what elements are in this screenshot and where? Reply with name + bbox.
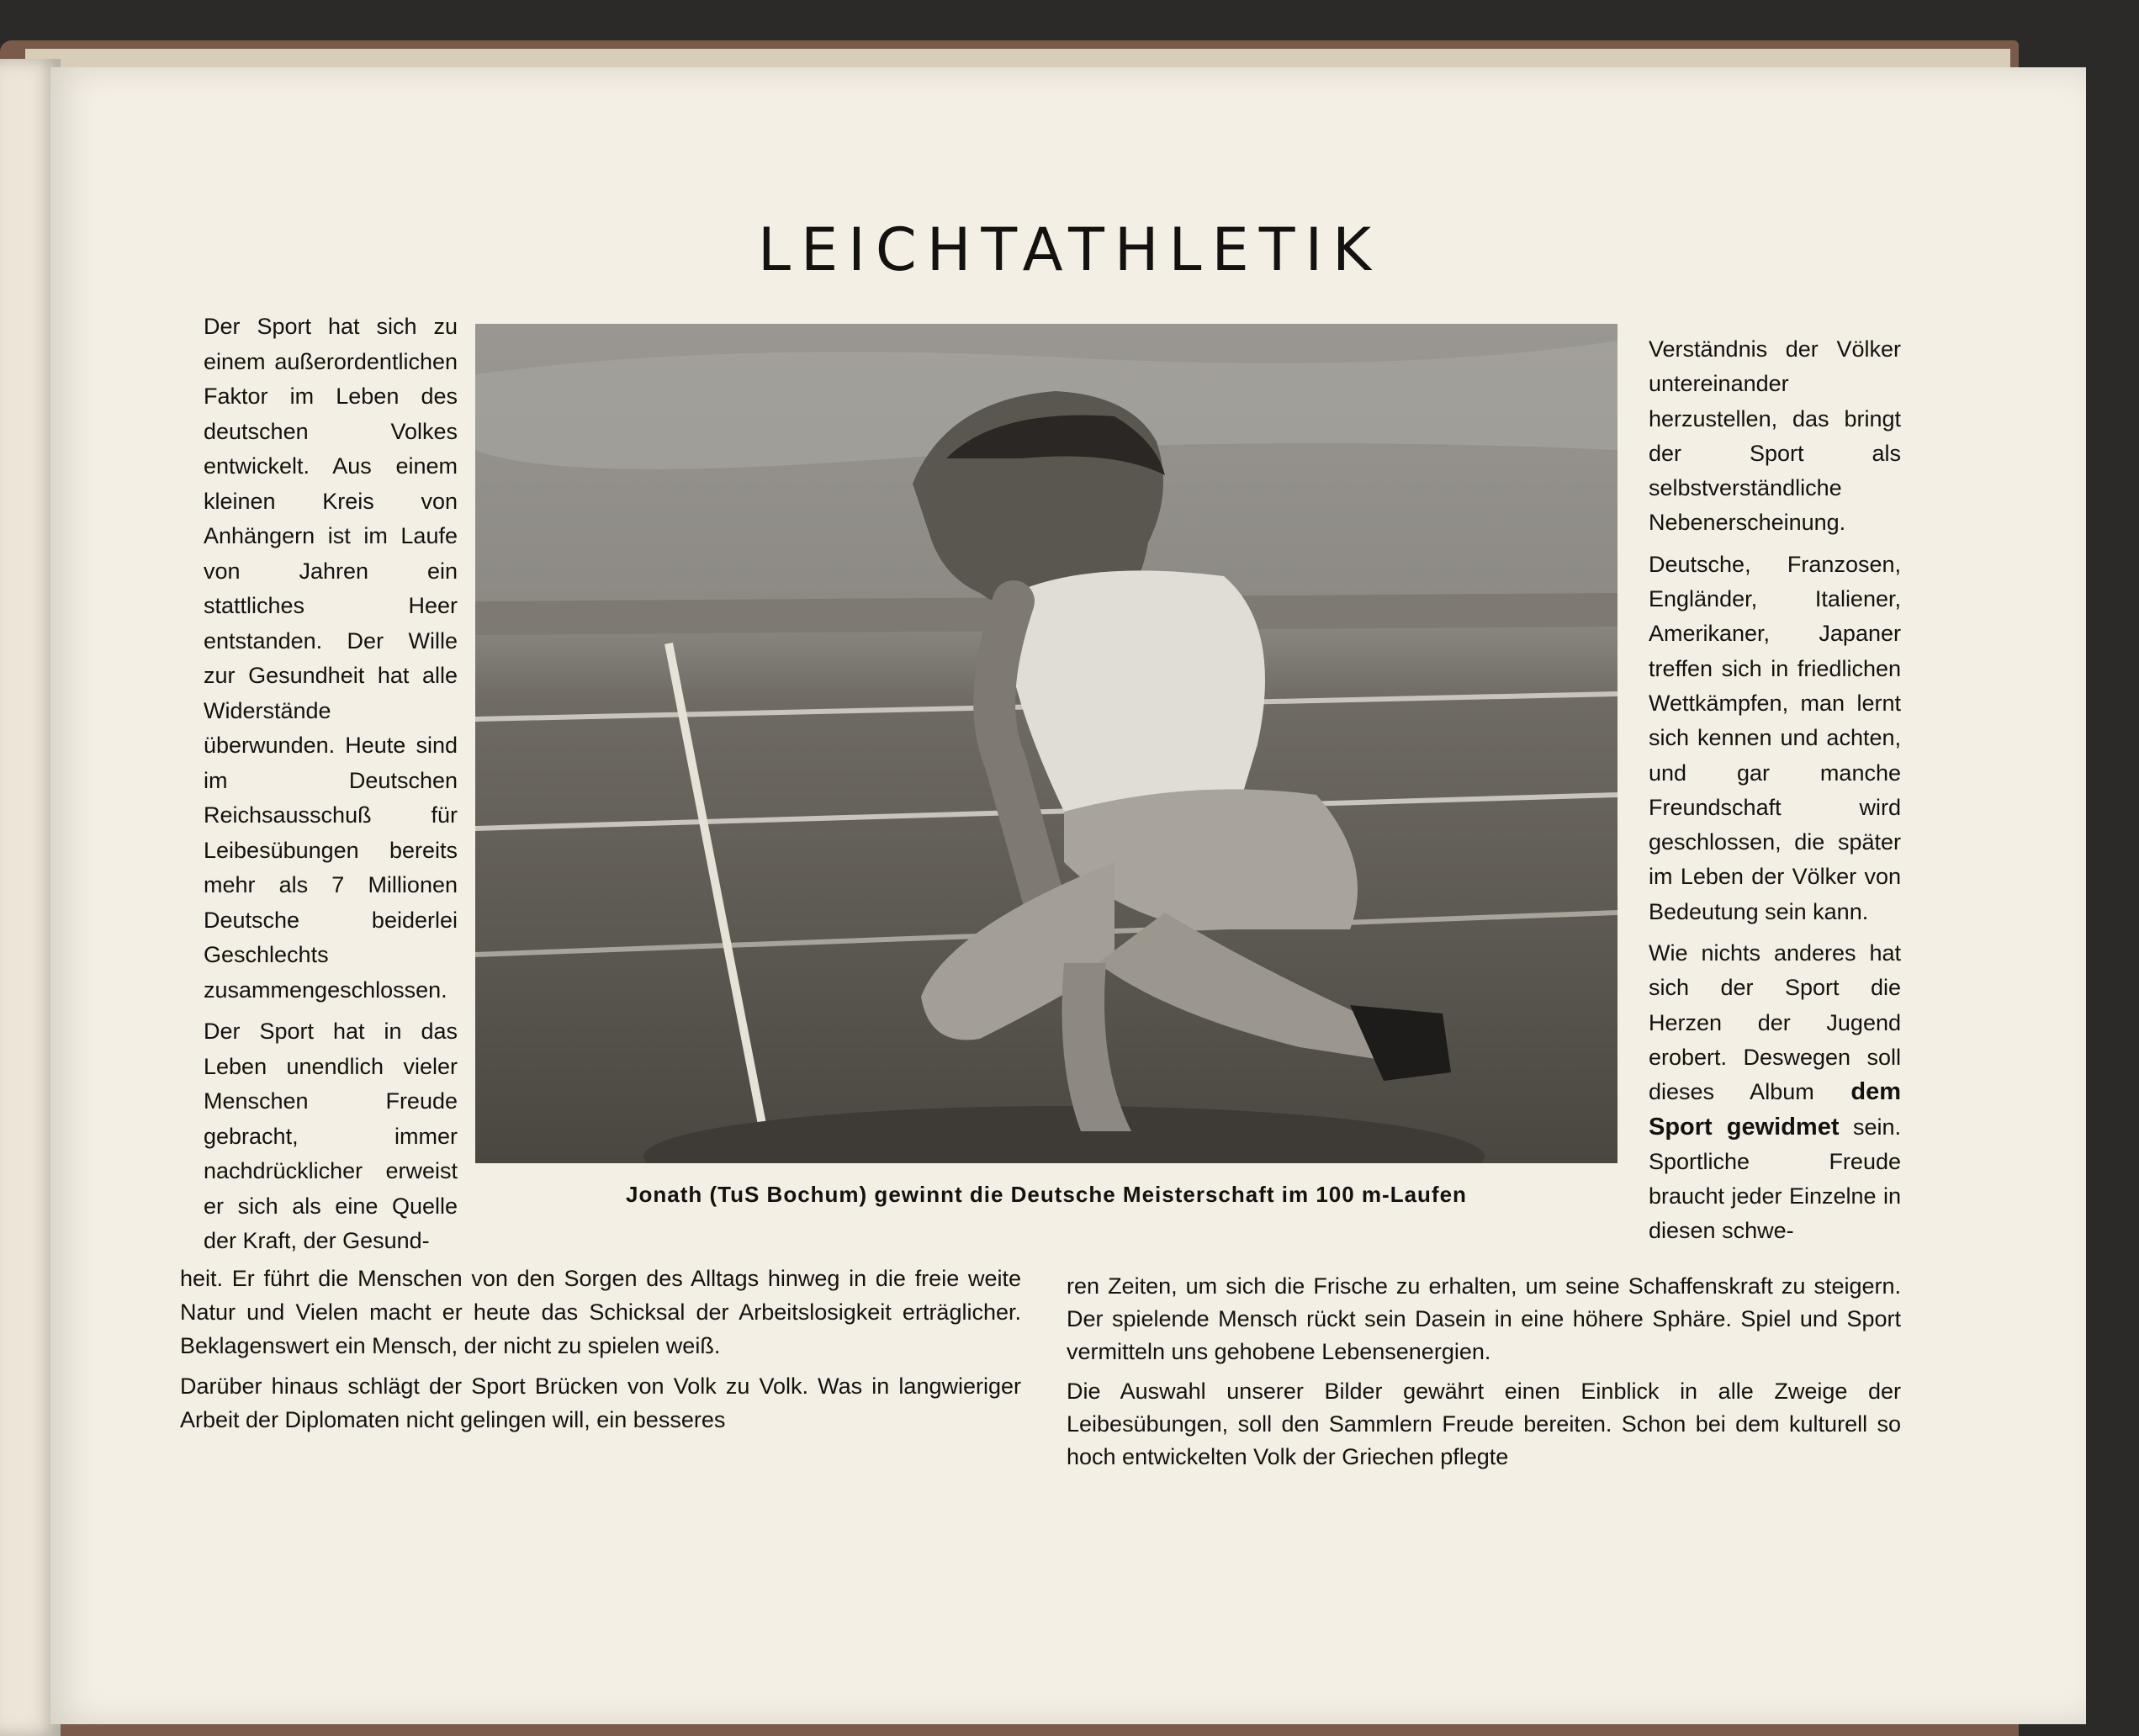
right-paragraph-3-end: sein. Sportliche Freude braucht jeder Einzelne in diesen schwe- [1649,1114,1901,1244]
right-paragraph-1: Verständnis der Völker untereinander herzustellen, das bringt der Sport als selbstverständliche Nebenerscheinung. [1649,336,1901,536]
left-text-column [204,310,458,1259]
left-paragraph-1: Der Sport hat sich zu einem außerordentlichen Faktor im Leben des deutschen Volkes entwickelt. Aus einem kleinen Kreis von Anhängern ist im Laufe von Jahren ein stattliches Heer entstanden. Der Wille zur Gesundheit hat alle Widerstände überwunden. Heute sind im Deutschen Reichsausschuß für Leibesübungen bereits mehr als 7 Millionen Deutsche beiderlei Geschlechts zusammengeschlossen. [204,314,458,1003]
right-paragraph-3-start: Wie nichts anderes hat sich der Sport die Herzen der Jugend erobert. Deswegen soll dieses Album [1649,940,1901,1105]
photo-caption: Jonath (TuS Bochum) gewinnt die Deutsche Meisterschaft im 100 m-Laufen [626,1182,1467,1207]
page-title: LEICHTATHLETIK [757,215,1382,284]
left-paragraph-2: Der Sport hat in das Leben unendlich vieler Menschen Freude gebracht, immer nachdrücklicher erweist er sich als eine Quelle der Kraft, der Gesund- [204,1019,458,1253]
bottom-right-paragraph-2: Die Auswahl unserer Bilder gewährt einen Einblick in alle Zweige der Leibesübungen, soll den Sammlern Freude bereiten. Schon bei dem kulturell so hoch entwickelten Volk der Griechen pflegte [1067,1379,1901,1469]
bottom-left-paragraph-2: Darüber hinaus schlägt der Sport Brücken von Volk zu Volk. Was in langwieriger Arbeit der Diplomaten nicht gelingen will, ein besseres [180,1373,1021,1432]
right-text-column [1649,332,1901,1249]
bottom-left-paragraph-1: heit. Er führt die Menschen von den Sorgen des Alltags hinweg in die freie weite Natur und Vielen macht er heute das Schicksal der Arbeitslosigkeit erträglicher. Beklagenswert ein Mensch, der nicht zu spielen weiß. [180,1266,1021,1358]
dedication-emphasis: dem Sport gewidmet [1649,1078,1901,1141]
bottom-left-text-column [180,1262,1021,1437]
sprinter-photo [475,324,1617,1163]
sprinter-illustration [475,324,1617,1163]
bottom-right-text-column [1067,1270,1901,1474]
bottom-right-paragraph-1: ren Zeiten, um sich die Frische zu erhalten, um seine Schaffenskraft zu steigern. Der spielende Mensch rückt sein Dasein in eine höhere Sphäre. Spiel und Sport vermitteln uns gehobene Lebensenergien. [1067,1273,1901,1364]
right-paragraph-2: Deutsche, Franzosen, Engländer, Italiener, Amerikaner, Japaner treffen sich in friedlichen Wettkämpfen, man lernt sich kennen und achten, und gar manche Freundschaft wird geschlossen, die später im Leben der Völker von Bedeutung sein kann. [1649,551,1901,924]
right-paragraph-3 [1649,936,1901,1249]
